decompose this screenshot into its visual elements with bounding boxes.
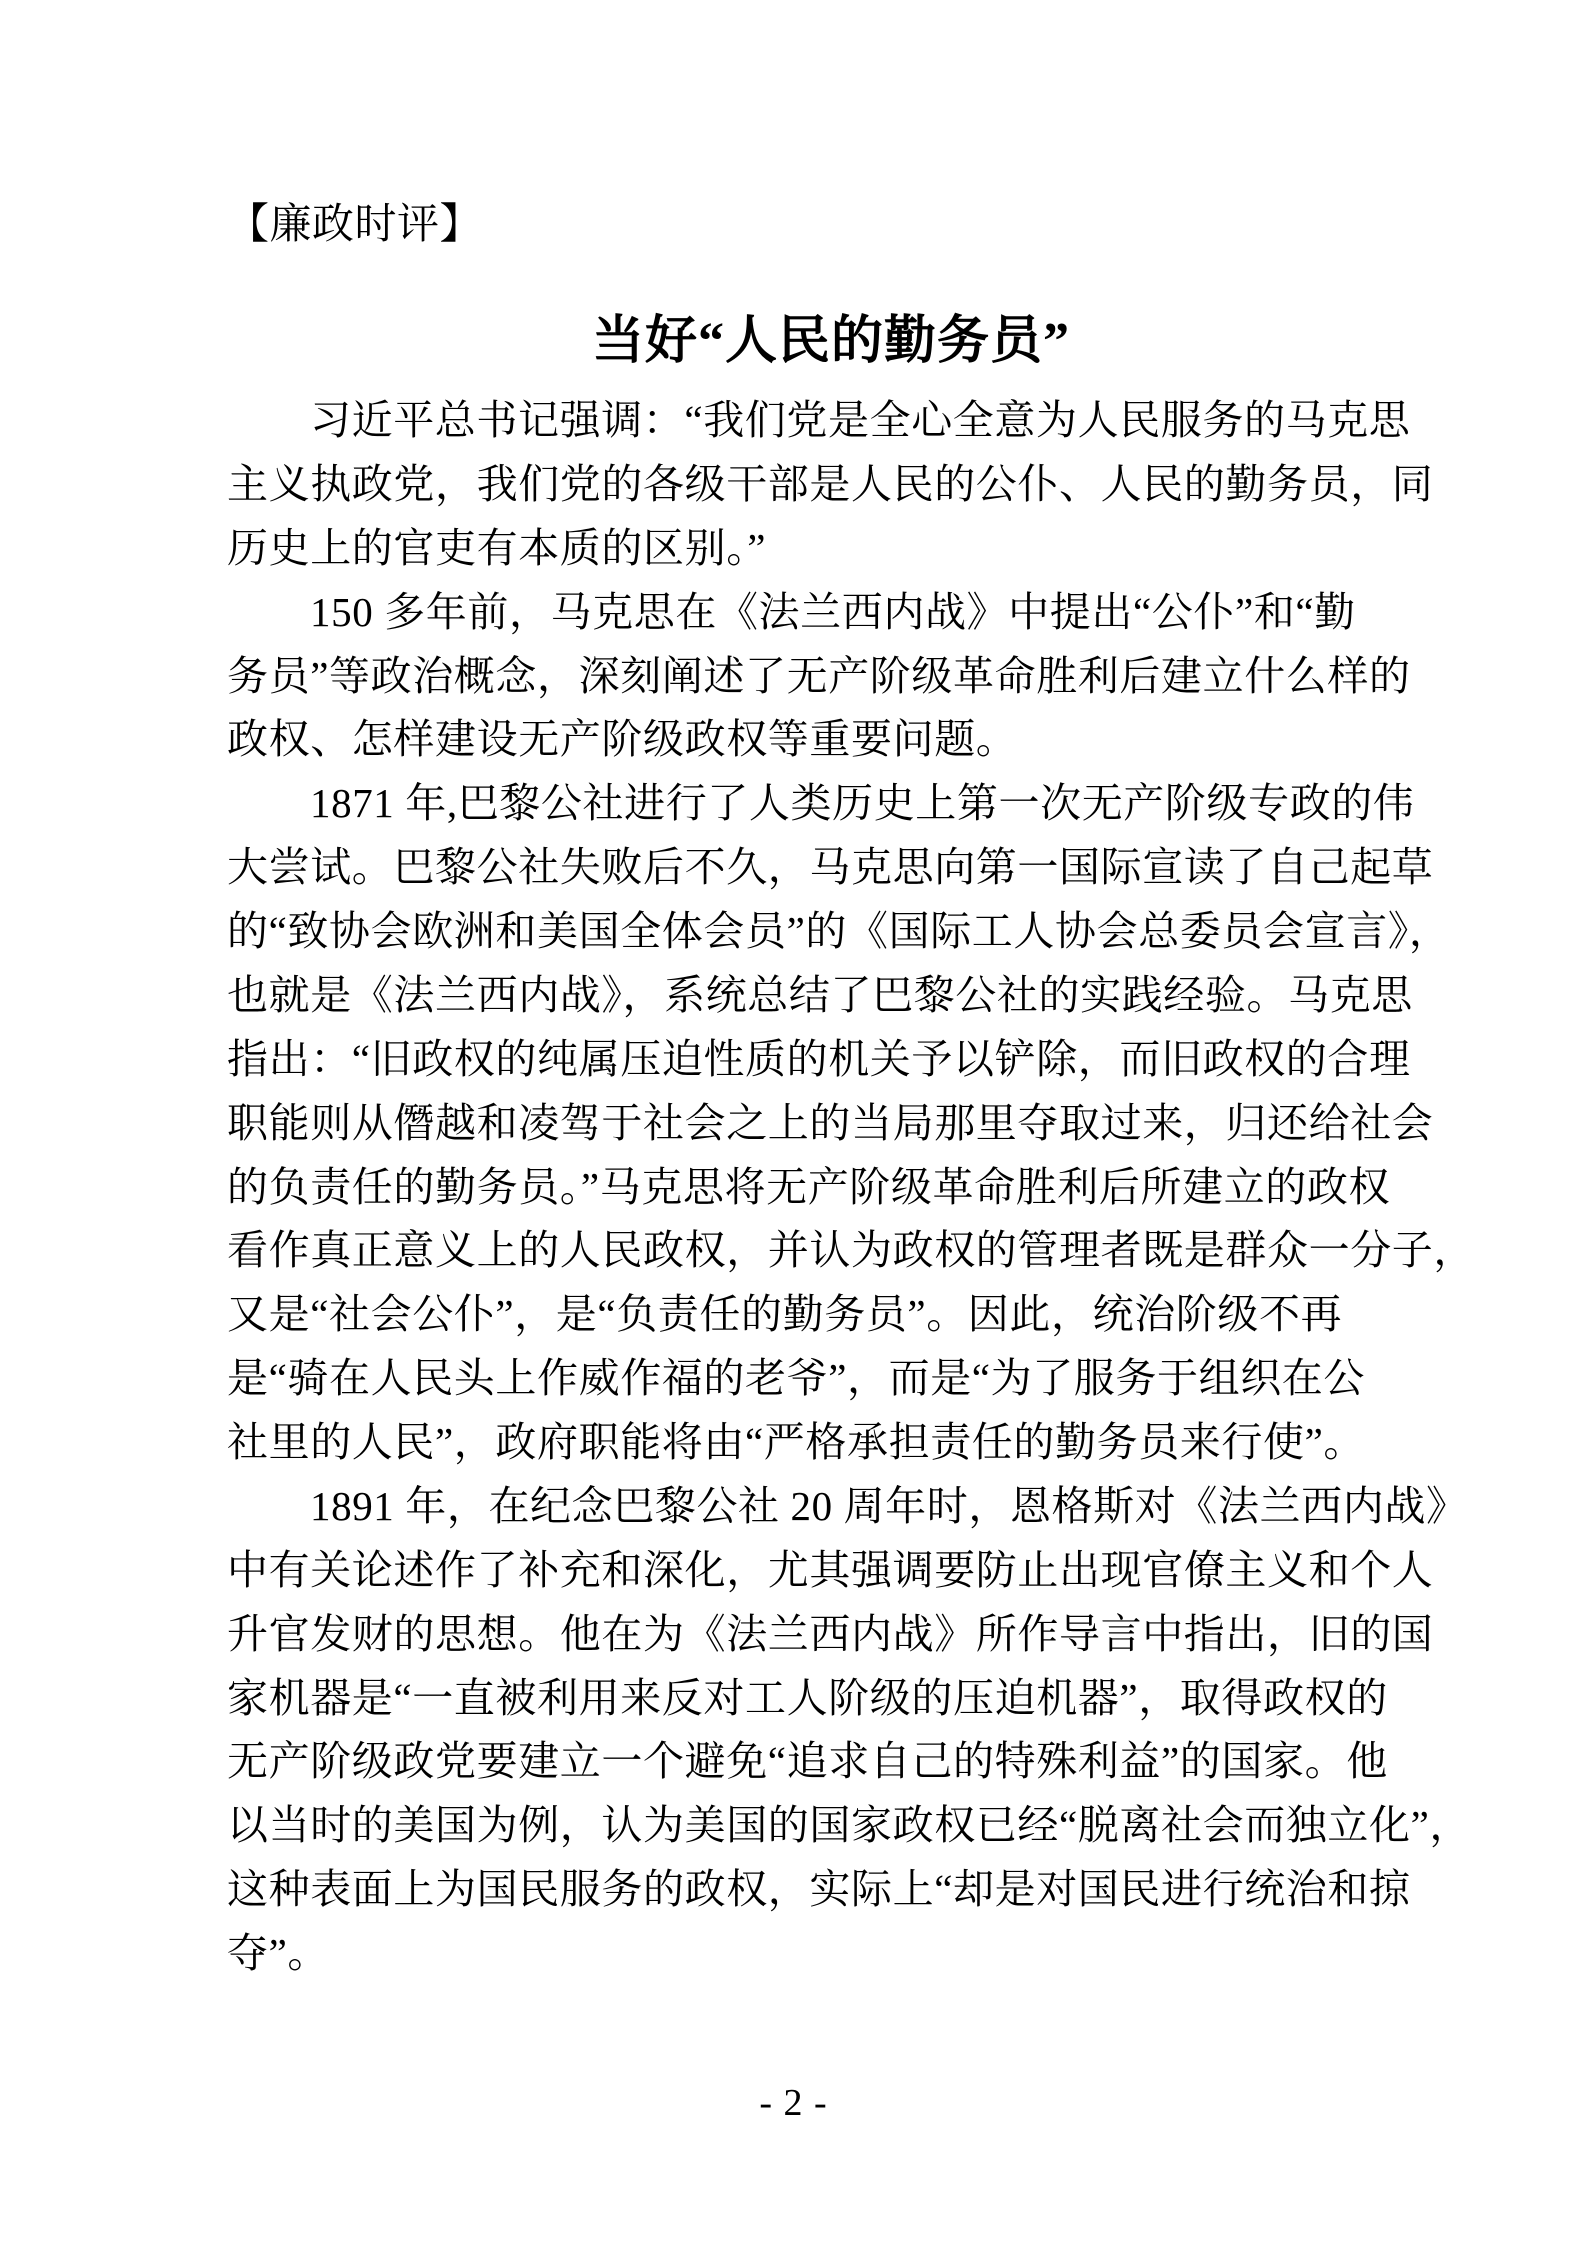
body-line: 习近平总书记强调：“我们党是全心全意为人民服务的马克思 <box>310 397 1411 443</box>
body-line: 中有关论述作了补充和深化，尤其强调要防止出现官僚主义和个人 <box>227 1546 1434 1593</box>
body-line: 指出：“旧政权的纯属压迫性质的机关予以铲除，而旧政权的合理 <box>227 1035 1411 1082</box>
document-body <box>227 389 1475 1986</box>
body-line: 大尝试。巴黎公社失败后不久，马克思向第一国际宣读了自己起草 <box>227 844 1434 891</box>
body-line: 夺”。 <box>227 1930 329 1976</box>
body-line: 是“骑在人民头上作威作福的老爷”，而是“为了服务于组织在公 <box>227 1355 1365 1402</box>
body-line: 家机器是“一直被利用来反对工人阶级的压迫机器”，取得政权的 <box>227 1674 1388 1721</box>
body-line: 以当时的美国为例，认为美国的国家政权已经“脱离社会而独立化”， <box>227 1802 1471 1849</box>
body-line: 1891 年，在纪念巴黎公社 20 周年时，恩格斯对《法兰西内战》 <box>310 1482 1468 1529</box>
body-line: 的负责任的勤务员。”马克思将无产阶级革命胜利后所建立的政权 <box>227 1163 1391 1210</box>
page-title: 当好“人民的勤务员” <box>591 313 1070 370</box>
body-line: 升官发财的思想。他在为《法兰西内战》所作导言中指出，旧的国 <box>227 1610 1434 1657</box>
body-line: 看作真正意义上的人民政权，并认为政权的管理者既是群众一分子， <box>227 1227 1475 1274</box>
body-line: 无产阶级政党要建立一个避免“追求自己的特殊利益”的国家。他 <box>227 1738 1388 1785</box>
body-line: 也就是《法兰西内战》，系统总结了巴黎公社的实践经验。马克思 <box>227 971 1413 1018</box>
body-line: 务员”等政治概念，深刻阐述了无产阶级革命胜利后建立什么样的 <box>227 652 1411 699</box>
body-line: 的“致协会欧洲和美国全体会员”的《国际工人协会总委员会宣言》， <box>227 908 1451 954</box>
body-line: 历史上的官吏有本质的区别。” <box>227 524 767 571</box>
body-line: 又是“社会公仆”，是“负责任的勤务员”。因此，统治阶级不再 <box>227 1291 1343 1338</box>
body-line: 150 多年前，马克思在《法兰西内战》中提出“公仆”和“勤 <box>310 588 1356 635</box>
body-line: 职能则从僭越和凌驾于社会之上的当局那里夺取过来，归还给社会 <box>227 1099 1434 1146</box>
body-line: 社里的人民”，政府职能将由“严格承担责任的勤务员来行使”。 <box>227 1419 1365 1465</box>
body-line: 1871 年,巴黎公社进行了人类历史上第一次无产阶级专政的伟 <box>310 780 1415 827</box>
body-line: 主义执政党，我们党的各级干部是人民的公仆、人民的勤务员，同 <box>227 460 1434 507</box>
body-line: 政权、怎样建设无产阶级政权等重要问题。 <box>227 716 1018 763</box>
page-number: - 2 - <box>759 2082 828 2124</box>
body-line: 这种表面上为国民服务的政权，实际上“却是对国民进行统治和掠 <box>227 1866 1411 1913</box>
category-label: 【廉政时评】 <box>227 202 483 248</box>
